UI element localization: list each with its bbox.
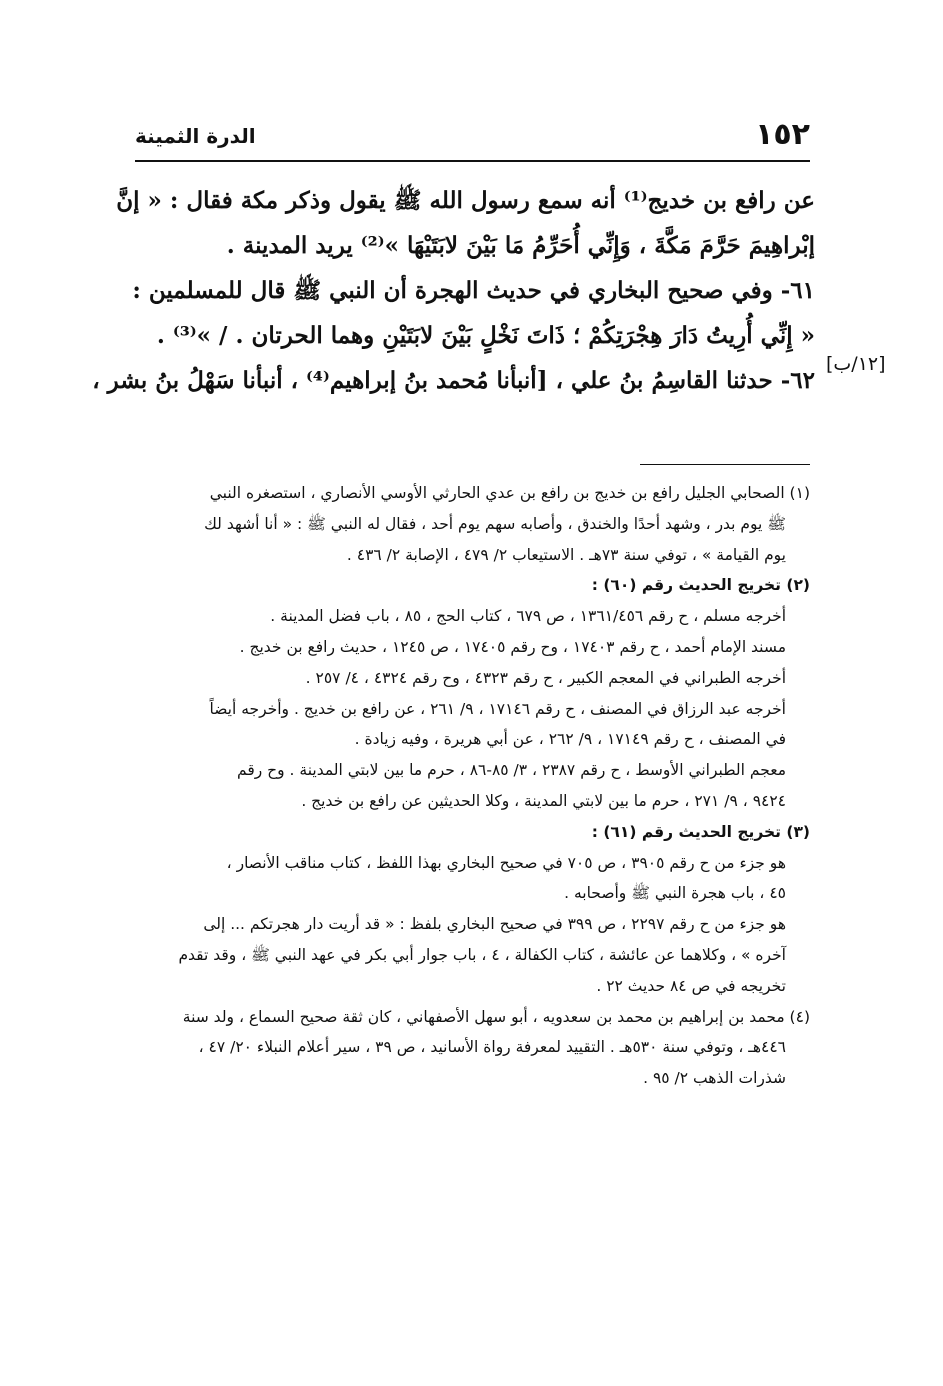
body-line: ٦١- وفي صحيح البخاري في حديث الهجرة أن النبي ﷺ قال للمسلمين : (132, 277, 815, 304)
body-line: عن رافع بن خديج⁽¹⁾ أنه سمع رسول الله ﷺ يقول وذكر مكة فقال : « إنَّ (116, 187, 815, 214)
footnote-line: في المصنف ، ح رقم ١٧١٤٩ ، ٩/ ٢٦٢ ، عن أبي هريرة ، وفيه زيادة . (354, 730, 786, 749)
footnote-line: (١) الصحابي الجليل رافع بن خديج بن رافع بن عدي الحارثي الأوسي الأنصاري ، استصغره النبي (209, 484, 810, 502)
footnote-line: آخره » ، وكلاهما عن عائشة ، كتاب الكفالة ، ٤ ، باب جوار أبي بكر في عهد النبي ﷺ ، وقد تقدم (178, 945, 786, 964)
footnote-line: ٩٤٢٤ ، ٩/ ٢٧١ ، حرم ما بين لابتي المدينة ، وكلا الحديثين عن رافع بن خديج . (301, 791, 786, 810)
page-number: ١٥٢ (755, 117, 810, 152)
footnote-line: معجم الطبراني الأوسط ، ح رقم ٢٣٨٧ ، ٣/ ٨٥-٨٦ ، حرم ما بين لابتي المدينة . وح رقم (237, 761, 786, 780)
footnote-line: (٢) تخريج الحديث رقم (٦٠) : (591, 576, 810, 595)
footnote-line: أخرجه الطبراني في المعجم الكبير ، ح رقم ٤٣٢٣ ، وح رقم ٤٣٢٤ ، ٤/ ٢٥٧ . (305, 668, 786, 687)
footnote-line: هو جزء من ح رقم ٢٢٩٧ ، ص ٣٩٩ في صحيح البخاري بلفظ : « قد أريت دار هجرتكم ... إلى (203, 915, 786, 934)
running-title: الدرة الثمينة (135, 124, 256, 148)
footnote-line: شذرات الذهب ٢/ ٩٥ . (643, 1069, 786, 1088)
body-line: إبْراهِيمَ حَرَّمَ مَكَّةَ ، وَإِنِّي أُحَرِّمُ مَا بَيْنَ لابَتَيْهَا »⁽²⁾ يريد المدينة . (226, 232, 815, 259)
body-line: ٦٢- حدثنا القاسِمُ بنُ علي ، [أنبأنا مُحمد بنُ إبراهيم⁽⁴⁾ ، أنبأنا سَهْلُ بنُ بشر ، (92, 367, 815, 394)
header-rule (135, 160, 810, 162)
footnote-line: (٣) تخريج الحديث رقم (٦١) : (591, 822, 810, 841)
page-header (135, 118, 810, 158)
footnote-line: تخريجه في ص ٨٤ حديث ٢٢ . (596, 976, 786, 995)
main-text (92, 178, 815, 403)
footnote-line: أخرجه مسلم ، ح رقم ١٣٦١/٤٥٦ ، ص ٦٧٩ ، كتاب الحج ، ٨٥ ، باب فضل المدينة . (270, 607, 786, 626)
footnote-line: مسند الإمام أحمد ، ح رقم ١٧٤٠٣ ، وح رقم ١٧٤٠٥ ، ص ١٢٤٥ ، حديث رافع بن خديج . (239, 637, 786, 656)
footnotes (135, 478, 810, 1094)
footnote-line: ﷺ يوم بدر ، وشهد أحدًا والخندق ، وأصابه سهم يوم أحد ، فقال له النبي ﷺ : « أنا أشهد لك (204, 514, 786, 533)
manuscript-folio-marker: [١٢/ب] (826, 353, 886, 375)
footnote-line: هو جزء من ح رقم ٣٩٠٥ ، ص ٧٠٥ في صحيح البخاري بهذا اللفظ ، كتاب مناقب الأنصار ، (226, 853, 786, 872)
footnote-line: ٤٥ ، باب هجرة النبي ﷺ وأصحابه . (564, 884, 786, 903)
body-line: « إِنِّي أُرِيتُ دَارَ هِجْرَتِكُمْ ؛ ذَاتَ نَخْلٍ بَيْنَ لابَتَيْنِ وهما الحرتان . / »⁽³⁾ . (156, 322, 815, 349)
footnote-line: (٤) محمد بن إبراهيم بن محمد بن سعدويه ، أبو سهل الأصفهاني ، كان ثقة صحيح السماع ، ولد سنة (182, 1007, 810, 1026)
footnote-separator (640, 464, 810, 465)
footnote-line: أخرجه عبد الرزاق في المصنف ، ح رقم ١٧١٤٦ ، ٩/ ٢٦١ ، عن رافع بن خديج . وأخرجه أيضاً (209, 699, 786, 718)
footnote-line: يوم القيامة » ، توفي سنة ٧٣هـ . الاستيعاب ٢/ ٤٧٩ ، الإصابة ٢/ ٤٣٦ . (346, 545, 786, 564)
footnote-line: ٤٤٦هـ ، وتوفي سنة ٥٣٠هـ . التقييد لمعرفة رواة الأسانيد ، ص ٣٩ ، سير أعلام النبلاء ٢٠/ ٤٧ ، (198, 1038, 786, 1057)
